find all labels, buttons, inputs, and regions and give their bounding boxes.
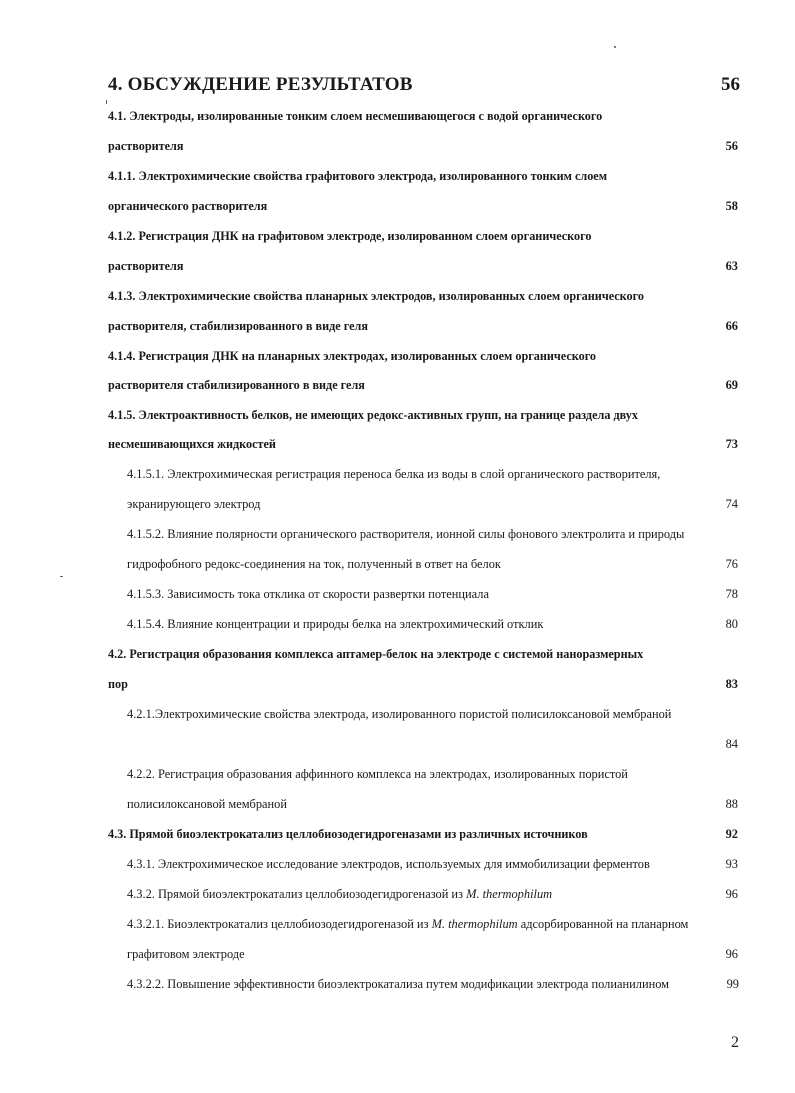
toc-entry-4-3-2-2-page: 99	[726, 977, 739, 991]
toc-entry-4-2-line-1: 4.2. Регистрация образования комплекса аптамер-белок на электроде с системой наноразмерных	[108, 647, 644, 661]
species-name: M. thermophilum	[466, 887, 553, 901]
toc-entry-4-3-2-2-line-1: 4.3.2.2. Повышение эффективности биоэлектрокатализа путем модификации электрода полианилином	[127, 977, 670, 991]
section-page-number: 56	[721, 74, 740, 95]
toc-entry-4-2-2-line-2: полисилоксановой мембраной	[127, 797, 288, 811]
toc-entry-text: 4.3.2.1. Биоэлектрокатализ целлобиозодегидрогеназой из	[127, 917, 432, 931]
toc-entry-4-1-4-line-2: растворителя стабилизированного в виде геля	[108, 378, 365, 392]
toc-entry-4-2-2-line-1: 4.2.2. Регистрация образования аффинного комплекса на электродах, изолированных пористой	[127, 767, 628, 781]
scan-speck	[614, 46, 616, 48]
toc-entry-4-3-1-page: 93	[725, 857, 738, 871]
toc-entry-4-1-5-1-line-2: экранирующего электрод	[127, 497, 261, 511]
toc-entry-4-3-1-line-1: 4.3.1. Электрохимическое исследование электродов, используемых для иммобилизации ферментов	[127, 857, 650, 871]
toc-entry-4-1-2-page: 63	[725, 259, 738, 273]
toc-entry-4-1-1-line-1: 4.1.1. Электрохимические свойства графитового электрода, изолированного тонким слоем	[108, 169, 608, 183]
toc-entry-4-1-5-1-line-1: 4.1.5.1. Электрохимическая регистрация переноса белка из воды в слой органического растворителя,	[127, 467, 661, 481]
toc-entry-4-1-5-2-line-1: 4.1.5.2. Влияние полярности органического растворителя, ионной силы фонового электролита и природы	[127, 527, 685, 541]
toc-entry-4-2-2-page: 88	[725, 797, 738, 811]
toc-entry-4-3-2-line-1	[127, 884, 552, 904]
toc-entry-4-1-2-line-2: растворителя	[108, 259, 184, 273]
toc-entry-4-1-1-page: 58	[725, 199, 738, 213]
toc-entry-4-1-5-line-1: 4.1.5. Электроактивность белков, не имеющих редокс-активных групп, на границе раздела двух	[108, 408, 638, 422]
toc-entry-4-1-1-line-2: органического растворителя	[108, 199, 268, 213]
page-number-footer: 2	[731, 1034, 739, 1051]
scan-speck	[60, 576, 63, 577]
toc-entry-4-1-5-page: 73	[725, 437, 738, 451]
toc-entry-4-1-3-page: 66	[725, 319, 738, 333]
toc-entry-4-1-2-line-1: 4.1.2. Регистрация ДНК на графитовом электроде, изолированном слоем органического	[108, 229, 592, 243]
toc-entry-4-1-5-1-page: 74	[725, 497, 738, 511]
toc-entry-4-2-1-page: 84	[725, 737, 738, 751]
section-heading	[108, 74, 740, 104]
toc-entry-text: 4.3.2. Прямой биоэлектрокатализ целлобиозодегидрогеназой из	[127, 887, 467, 901]
toc-entry-4-1-5-4-page: 80	[725, 617, 738, 631]
toc-entry-4-1-4-line-1: 4.1.4. Регистрация ДНК на планарных электродах, изолированных слоем органического	[108, 349, 597, 363]
toc-entry-4-1-page: 56	[725, 139, 738, 153]
toc-entry-4-2-page: 83	[725, 677, 738, 691]
toc-entry-4-1-3-line-1: 4.1.3. Электрохимические свойства планарных электродов, изолированных слоем органического	[108, 289, 644, 303]
toc-entry-4-1-line-2: растворителя	[108, 139, 184, 153]
toc-entry-4-1-5-4-line-1: 4.1.5.4. Влияние концентрации и природы белка на электрохимический отклик	[127, 617, 544, 631]
toc-entry-4-3-2-page: 96	[725, 887, 738, 901]
toc-entry-4-1-5-2-page: 76	[725, 557, 738, 571]
scan-speck	[106, 100, 107, 104]
toc-entry-4-3-2-1-line-1	[127, 914, 688, 934]
toc-entry-4-1-4-page: 69	[725, 378, 738, 392]
toc-entry-4-3-line-1: 4.3. Прямой биоэлектрокатализ целлобиозодегидрогеназами из различных источников	[108, 827, 588, 841]
toc-entry-4-3-2-1-line-2: графитовом электроде	[127, 947, 245, 961]
toc-entry-4-1-line-1: 4.1. Электроды, изолированные тонким слоем несмешивающегося с водой органического	[108, 109, 603, 123]
toc-entry-4-1-5-3-line-1: 4.1.5.3. Зависимость тока отклика от скорости развертки потенциала	[127, 587, 489, 601]
toc-entry-4-1-5-3-page: 78	[725, 587, 738, 601]
toc-entry-4-1-3-line-2: растворителя, стабилизированного в виде геля	[108, 319, 368, 333]
section-title: 4. ОБСУЖДЕНИЕ РЕЗУЛЬТАТОВ	[108, 74, 413, 95]
toc-entry-4-2-line-2: пор	[108, 677, 128, 691]
species-name: M. thermophilum	[431, 917, 518, 931]
toc-entry-4-3-2-1-page: 96	[725, 947, 738, 961]
toc-entry-4-1-5-line-2: несмешивающихся жидкостей	[108, 437, 276, 451]
toc-entry-text: адсорбированной на планарном	[517, 917, 689, 931]
toc-entry-4-2-1-line-1: 4.2.1.Электрохимические свойства электрода, изолированного пористой полисилоксановой мембраной	[127, 707, 672, 721]
toc-entry-4-3-page: 92	[725, 827, 738, 841]
toc-entry-4-1-5-2-line-2: гидрофобного редокс-соединения на ток, полученный в ответ на белок	[127, 557, 501, 571]
